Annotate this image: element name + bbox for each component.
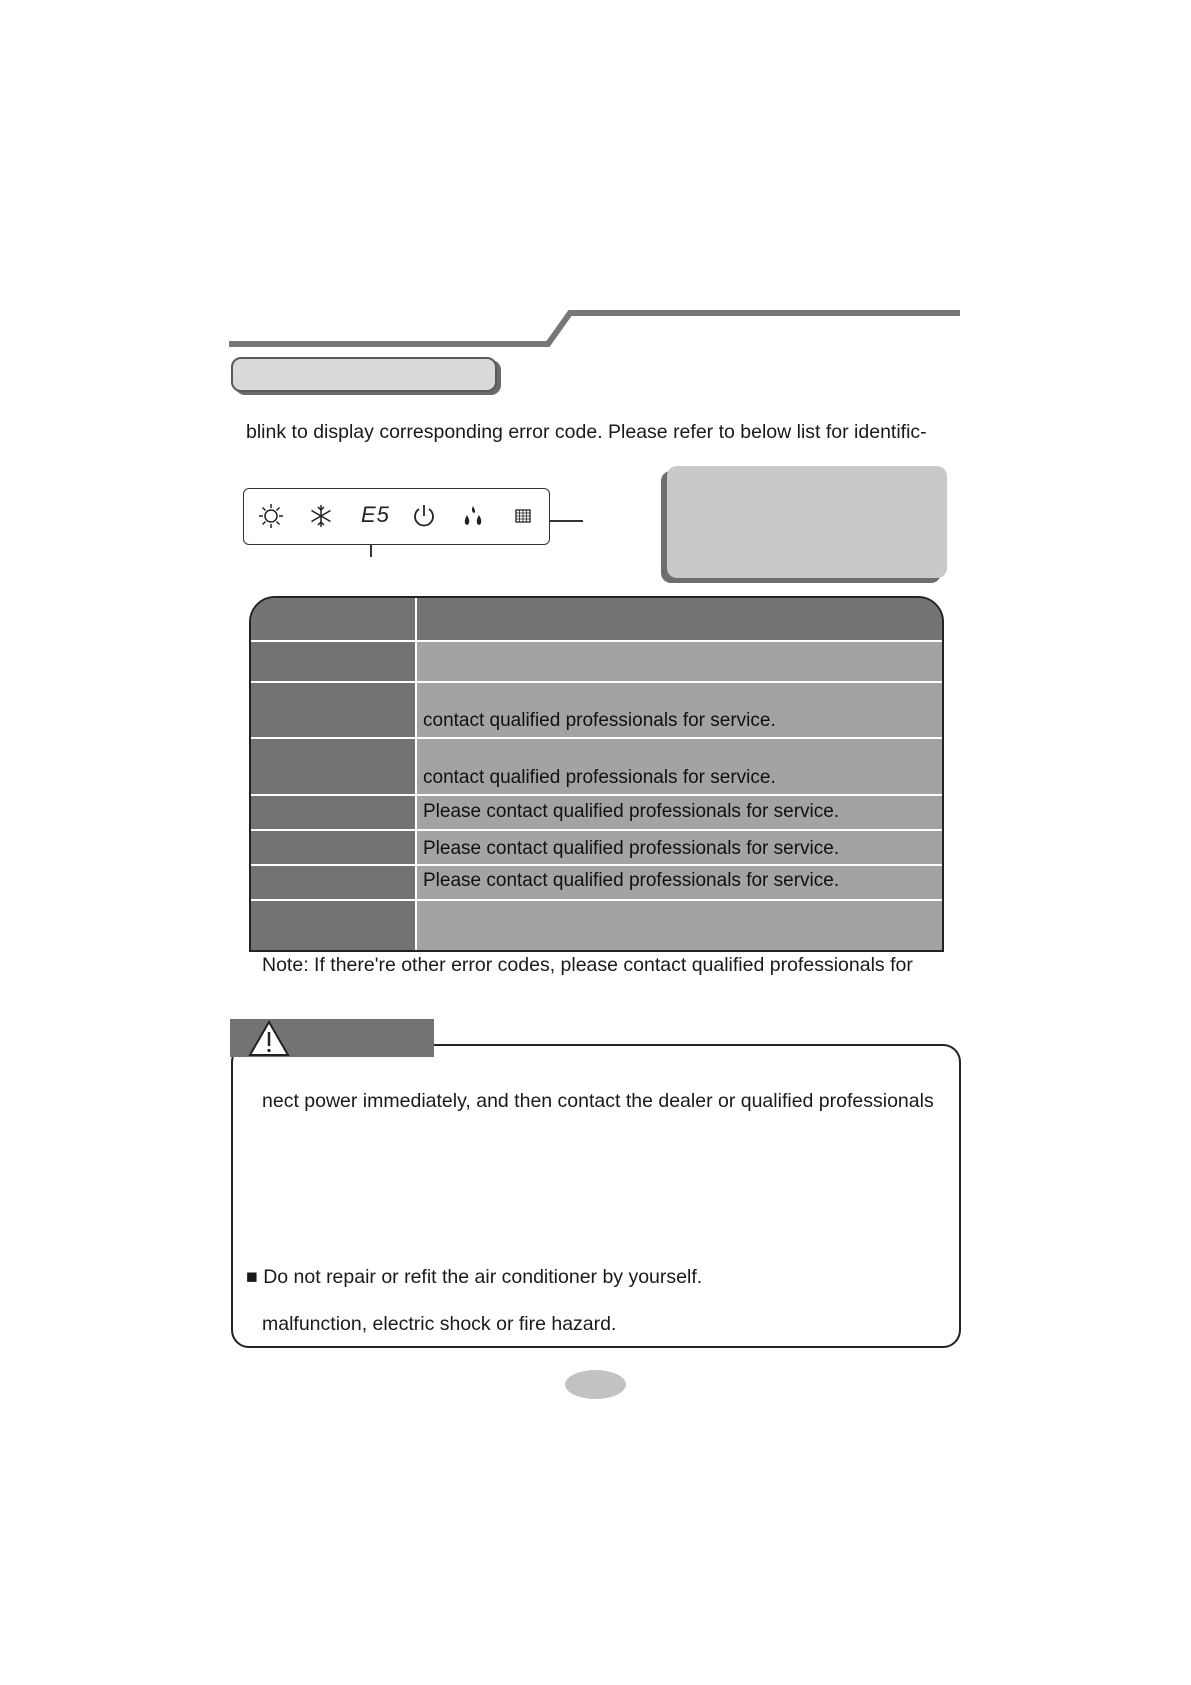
warning-triangle-icon bbox=[248, 1020, 290, 1057]
row-divider bbox=[251, 794, 942, 796]
table-row: contact qualified professionals for service. bbox=[423, 710, 776, 731]
drops-icon bbox=[460, 503, 486, 529]
header-rule bbox=[0, 0, 1191, 360]
display-panel bbox=[243, 488, 550, 545]
code-column bbox=[251, 598, 415, 950]
warning-line: nect power immediately, and then contact the dealer or qualified professionals bbox=[262, 1090, 934, 1112]
row-divider bbox=[251, 864, 942, 866]
snowflake-icon bbox=[308, 503, 334, 529]
row-divider bbox=[251, 829, 942, 831]
column-divider bbox=[415, 598, 417, 950]
table-row: Please contact qualified professionals for service. bbox=[423, 870, 840, 891]
page-number-oval bbox=[565, 1370, 626, 1399]
error-code-display: E5 bbox=[361, 502, 390, 527]
table-row: contact qualified professionals for service. bbox=[423, 767, 776, 788]
warning-bullet: ■ Do not repair or refit the air conditioner by yourself. bbox=[246, 1266, 703, 1288]
power-icon bbox=[411, 503, 437, 529]
table-row: Please contact qualified professionals for service. bbox=[423, 838, 840, 859]
note-text: Note: If there're other error codes, please contact qualified professionals for bbox=[262, 954, 913, 976]
row-divider bbox=[251, 681, 942, 683]
warning-line: malfunction, electric shock or fire hazard. bbox=[262, 1313, 617, 1335]
row-divider bbox=[251, 899, 942, 901]
note-box bbox=[667, 466, 947, 578]
indicator-line bbox=[370, 544, 372, 557]
sun-icon bbox=[258, 503, 284, 529]
intro-text: blink to display corresponding error code. Please refer to below list for identific- bbox=[246, 421, 927, 443]
section-title-pill bbox=[231, 357, 497, 392]
row-divider bbox=[251, 737, 942, 739]
indicator-line bbox=[550, 520, 583, 522]
row-divider bbox=[251, 640, 942, 642]
error-code-table bbox=[249, 596, 944, 952]
grid-icon bbox=[510, 503, 536, 529]
table-row: Please contact qualified professionals for service. bbox=[423, 801, 840, 822]
table-header bbox=[251, 598, 942, 640]
